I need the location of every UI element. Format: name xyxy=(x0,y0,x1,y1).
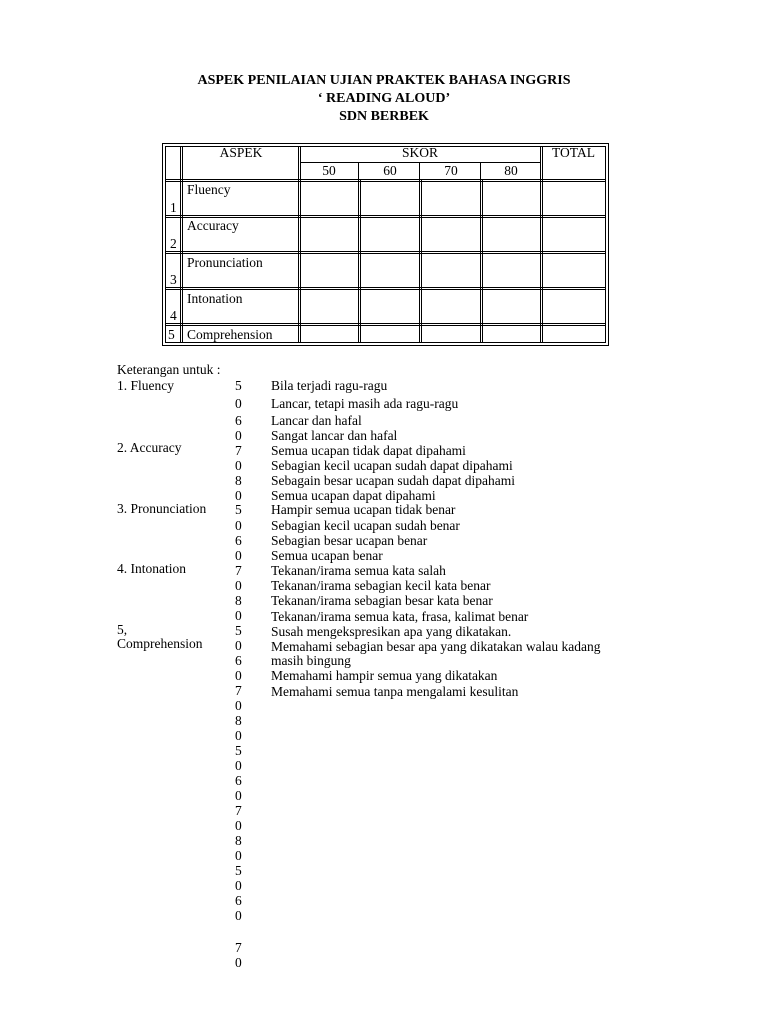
row-aspek-comprehension: Comprehension xyxy=(187,327,273,342)
header-skor: SKOR xyxy=(401,145,438,160)
legend-description: Sebagian kecil ucapan sudah benar xyxy=(271,518,460,533)
legend-description: Semua ucapan tidak dapat dipahami xyxy=(271,443,466,458)
legend-digit: 6 xyxy=(235,893,242,908)
legend-digit: 6 xyxy=(235,413,242,428)
legend-digit: 5 xyxy=(235,863,242,878)
legend-digit: 8 xyxy=(235,833,242,848)
legend-description: Lancar dan hafal xyxy=(271,413,362,428)
legend-digit: 0 xyxy=(235,396,242,411)
legend-category-intonation: 4. Intonation xyxy=(117,561,186,576)
legend-digit: 0 xyxy=(235,578,242,593)
legend-description: Memahami hampir semua yang dikatakan xyxy=(271,668,498,683)
legend-digit: 0 xyxy=(235,548,242,563)
legend-digit: 0 xyxy=(235,668,242,683)
legend-description: Susah mengekspresikan apa yang dikatakan. xyxy=(271,624,512,639)
legend-description: masih bingung xyxy=(271,653,351,668)
legend-description: Sebagian besar ucapan benar xyxy=(271,533,428,548)
school-name: SDN BERBEK xyxy=(339,109,429,124)
legend-digit: 7 xyxy=(235,803,242,818)
legend-digit: 5 xyxy=(235,623,242,638)
legend-digit: 0 xyxy=(235,878,242,893)
row-number-5: 5 xyxy=(168,327,175,342)
assessment-table-grid xyxy=(0,0,768,400)
row-number-2: 2 xyxy=(170,236,177,251)
legend-digit: 7 xyxy=(235,563,242,578)
legend-description: Sebagain besar ucapan sudah dapat dipahami xyxy=(271,473,516,488)
legend-description: Lancar, tetapi masih ada ragu-ragu xyxy=(271,396,459,411)
legend-category-fluency: 1. Fluency xyxy=(117,378,174,393)
legend-digit: 0 xyxy=(235,728,242,743)
legend-digit: 0 xyxy=(235,818,242,833)
legend-category-5: 5, xyxy=(117,622,128,637)
document-title: ASPEK PENILAIAN UJIAN PRAKTEK BAHASA INGGRIS xyxy=(197,73,571,88)
legend-digit: 6 xyxy=(235,773,242,788)
legend-description: Hampir semua ucapan tidak benar xyxy=(271,502,456,517)
score-column-50: 50 xyxy=(322,163,336,178)
row-number-3: 3 xyxy=(170,272,177,287)
legend-digit: 0 xyxy=(235,638,242,653)
legend-description: Semua ucapan dapat dipahami xyxy=(271,488,436,503)
legend-digit: 7 xyxy=(235,443,242,458)
legend-digit: 0 xyxy=(235,758,242,773)
legend-digit: 7 xyxy=(235,940,242,955)
legend-description: Sebagian kecil ucapan sudah dapat dipahami xyxy=(271,458,513,473)
legend-description: Tekanan/irama sebagian besar kata benar xyxy=(271,593,493,608)
legend-description: Memahami semua tanpa mengalami kesulitan xyxy=(271,684,519,699)
legend-category-pronunciation: 3. Pronunciation xyxy=(117,501,207,516)
header-aspek: ASPEK xyxy=(219,145,263,160)
legend-digit: 6 xyxy=(235,533,242,548)
legend-digit: 8 xyxy=(235,593,242,608)
legend-description: Memahami sebagian besar apa yang dikatakan walau kadang xyxy=(271,639,601,654)
legend-digit: 7 xyxy=(235,683,242,698)
document-subtitle: ‘ READING ALOUD’ xyxy=(317,91,451,106)
legend-digit: 5 xyxy=(235,378,242,393)
score-column-80: 80 xyxy=(504,163,518,178)
row-number-1: 1 xyxy=(170,200,177,215)
legend-digit: 0 xyxy=(235,908,242,923)
row-aspek-accuracy: Accuracy xyxy=(187,218,239,233)
legend-heading: Keterangan untuk : xyxy=(117,362,221,377)
legend-digit: 8 xyxy=(235,713,242,728)
header-total: TOTAL xyxy=(552,145,595,160)
row-aspek-fluency: Fluency xyxy=(187,182,231,197)
legend-digit: 6 xyxy=(235,653,242,668)
legend-description: Tekanan/irama sebagian kecil kata benar xyxy=(271,578,491,593)
legend-description: Tekanan/irama semua kata, frasa, kalimat benar xyxy=(271,609,529,624)
legend-category-accuracy: 2. Accuracy xyxy=(117,440,182,455)
legend-digit: 0 xyxy=(235,955,242,970)
legend-description: Semua ucapan benar xyxy=(271,548,383,563)
row-number-4: 4 xyxy=(170,308,177,323)
legend-description: Sangat lancar dan hafal xyxy=(271,428,398,443)
legend-digit: 5 xyxy=(235,502,242,517)
score-column-70: 70 xyxy=(444,163,458,178)
legend-digit: 0 xyxy=(235,458,242,473)
legend-digit: 0 xyxy=(235,518,242,533)
legend-digit: 8 xyxy=(235,473,242,488)
legend-digit: 0 xyxy=(235,488,242,503)
legend-digit: 0 xyxy=(235,428,242,443)
legend-description: Bila terjadi ragu-ragu xyxy=(271,378,388,393)
legend-digit: 0 xyxy=(235,848,242,863)
score-column-60: 60 xyxy=(383,163,397,178)
legend-digit: 5 xyxy=(235,743,242,758)
row-aspek-pronunciation: Pronunciation xyxy=(187,255,263,270)
legend-digit: 0 xyxy=(235,788,242,803)
legend-digit: 0 xyxy=(235,698,242,713)
row-aspek-intonation: Intonation xyxy=(187,291,243,306)
legend-category-comprehension: Comprehension xyxy=(117,636,203,651)
legend-description: Tekanan/irama semua kata salah xyxy=(271,563,446,578)
legend-digit: 0 xyxy=(235,608,242,623)
